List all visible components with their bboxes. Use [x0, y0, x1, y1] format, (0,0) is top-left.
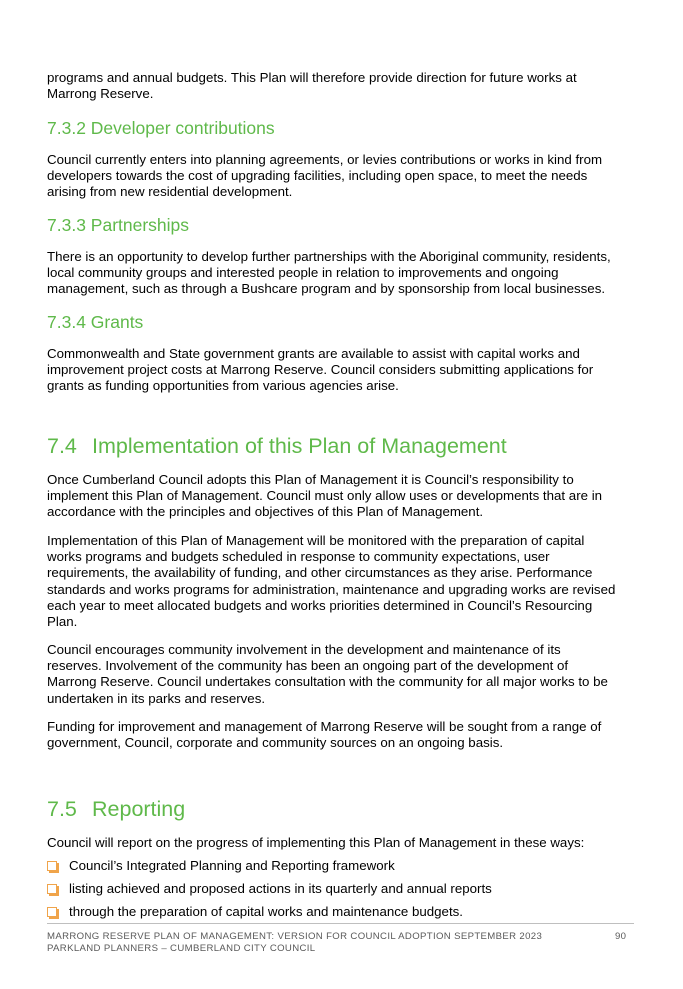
paragraph-developer-contributions	[47, 152, 643, 201]
paragraph-reporting-intro	[47, 835, 643, 851]
text-line: Once Cumberland Council adopts this Plan of Management it is Council’s responsibility to	[47, 472, 574, 487]
checkbox-bullet-icon	[47, 907, 57, 917]
footer-line-1: MARRONG RESERVE PLAN OF MANAGEMENT: VERSION FOR COUNCIL ADOPTION SEPTEMBER 2023	[47, 931, 543, 942]
text-line: government, Council, corporate and community sources on an ongoing basis.	[47, 735, 504, 751]
text-line: Implementation of this Plan of Management will be monitored with the preparation of capital	[47, 533, 585, 548]
text-line: Marrong Reserve.	[47, 86, 154, 102]
text-line: local community groups and interested people in relation to improvements and ongoing	[47, 265, 559, 281]
text-line: undertaken in its parks and reserves.	[47, 690, 266, 706]
footer-text	[47, 931, 542, 954]
bullet-text: listing achieved and proposed actions in its quarterly and annual reports	[69, 881, 492, 896]
heading-7-5	[47, 797, 185, 821]
bullet-item	[47, 858, 395, 874]
text-line: improvement project costs at Marrong Reserve. Council considers submitting applications for	[47, 362, 594, 378]
heading-7-3-2: 7.3.2 Developer contributions	[47, 118, 275, 138]
section-number: 7.5	[47, 797, 77, 821]
checkbox-bullet-icon	[47, 884, 57, 894]
bullet-item	[47, 881, 492, 897]
text-line: There is an opportunity to develop further partnerships with the Aboriginal community, residents,	[47, 249, 611, 264]
paragraph-grants	[47, 346, 643, 395]
bullet-item	[47, 904, 463, 920]
section-title: Implementation of this Plan of Management	[92, 434, 507, 458]
heading-7-4	[47, 434, 507, 458]
text-line: Commonwealth and State government grants are available to assist with capital works and	[47, 346, 580, 361]
paragraph-implementation-4	[47, 719, 643, 751]
text-line: works programs and budgets scheduled in response to community expectations, user	[47, 549, 550, 565]
checkbox-bullet-icon	[47, 861, 57, 871]
footer-line-2: PARKLAND PLANNERS – CUMBERLAND CITY COUNCIL	[47, 942, 316, 954]
paragraph-implementation-2	[47, 533, 643, 630]
heading-7-3-4: 7.3.4 Grants	[47, 312, 144, 332]
paragraph-implementation-1	[47, 472, 643, 521]
text-line: grants as funding opportunities from various agencies arise.	[47, 378, 399, 394]
text-line: Council currently enters into planning agreements, or levies contributions or works in kind from	[47, 152, 603, 167]
text-line: Funding for improvement and management of Marrong Reserve will be sought from a range of	[47, 719, 602, 734]
text-line: Marrong Reserve. Council undertakes consultation with the community for all major works to be	[47, 674, 608, 690]
text-line: programs and annual budgets. This Plan will therefore provide direction for future works at	[47, 70, 577, 85]
intro-paragraph	[47, 70, 643, 102]
text-line: arising from new residential development.	[47, 184, 293, 200]
text-line: Council encourages community involvement in the development and maintenance of its	[47, 642, 561, 657]
footer-divider	[47, 923, 634, 924]
bullet-text: through the preparation of capital works and maintenance budgets.	[69, 904, 463, 919]
text-line: Plan.	[47, 614, 78, 630]
text-line: management, such as through a Bushcare program and by sponsorship from local businesses.	[47, 281, 606, 297]
paragraph-partnerships	[47, 249, 643, 298]
text-line: standards and works programs for administration, maintenance and upgrading works are revised	[47, 581, 616, 597]
section-number: 7.4	[47, 434, 77, 458]
text-line: developers towards the cost of upgrading facilities, including open space, to meet the needs	[47, 168, 588, 184]
bullet-text: Council’s Integrated Planning and Reporting framework	[69, 858, 395, 873]
text-line: each year to meet allocated budgets and works priorities determined in Council’s Resourcing	[47, 597, 593, 613]
heading-7-3-3: 7.3.3 Partnerships	[47, 215, 190, 235]
text-line: Council will report on the progress of implementing this Plan of Management in these ways:	[47, 835, 585, 850]
text-line: implement this Plan of Management. Council must only allow uses or developments that are in	[47, 488, 603, 504]
paragraph-implementation-3	[47, 642, 643, 707]
page-number: 90	[615, 931, 627, 942]
text-line: requirements, the availability of funding, and other circumstances as they arise. Performance	[47, 565, 593, 581]
text-line: accordance with the principles and objectives of this Plan of Management.	[47, 504, 484, 520]
text-line: reserves. Involvement of the community has been an ongoing part of the development of	[47, 658, 569, 674]
section-title: Reporting	[92, 797, 186, 821]
